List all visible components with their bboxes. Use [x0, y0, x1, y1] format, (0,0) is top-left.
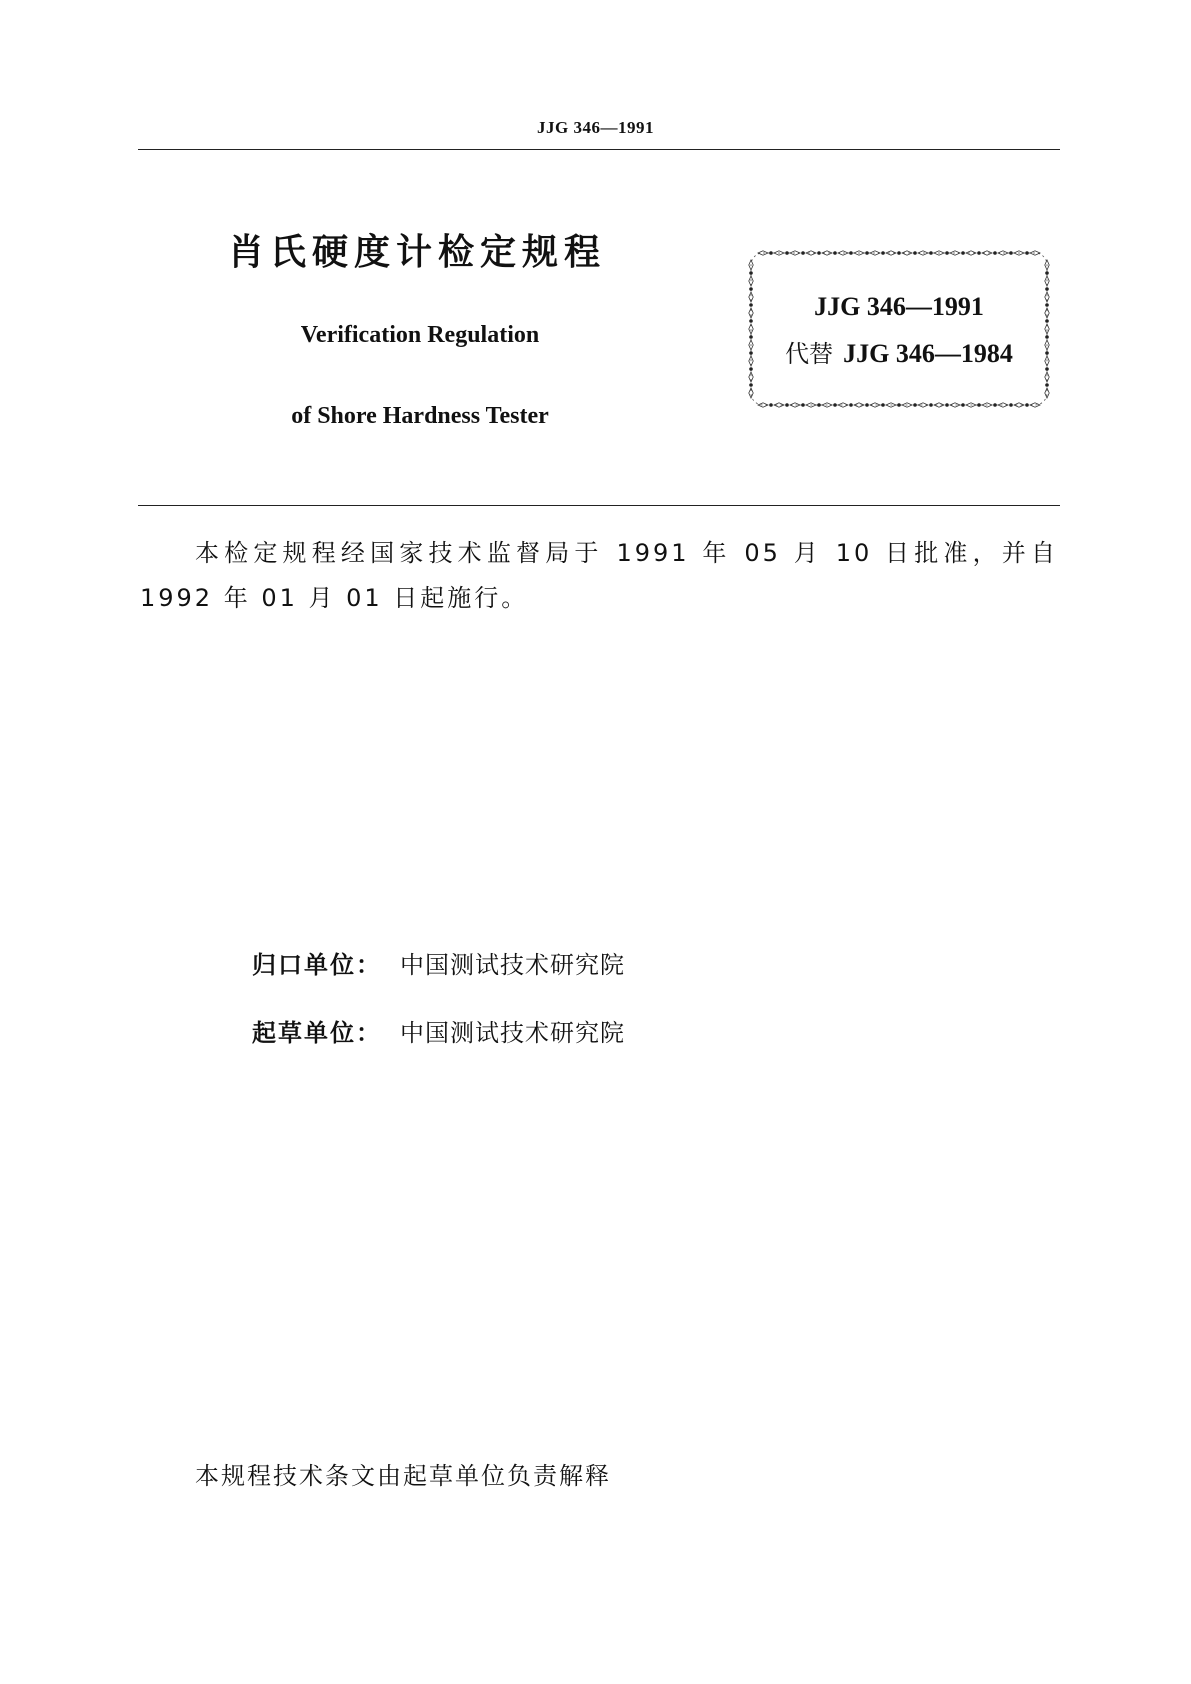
title-chinese: 肖氏硬度计检定规程 [228, 232, 607, 273]
decorative-border [746, 248, 1052, 410]
unit-label: 起草单位： [252, 1019, 382, 1047]
approval-statement: 本检定规程经国家技术监督局于 1991 年 05 月 10 日批准，并自 1992 年 01 月 01 日起施行。 [140, 539, 1058, 612]
unit-value: 中国测试技术研究院 [400, 1019, 625, 1047]
unit-value: 中国测试技术研究院 [400, 951, 625, 979]
header-divider [138, 149, 1060, 150]
section-divider [138, 505, 1060, 506]
replaced-code: JJG 346—1984 [843, 339, 1013, 368]
replaces-line [746, 334, 1052, 369]
unit-row-drafting [252, 1013, 625, 1048]
standard-code-box [746, 248, 1052, 410]
running-header-code: JJG 346—1991 [537, 118, 654, 137]
replaces-prefix: 代替 [785, 340, 834, 368]
unit-label: 归口单位： [252, 951, 382, 979]
unit-row-responsible [252, 945, 625, 980]
standard-code: JJG 346—1991 [814, 292, 984, 321]
title-english-line-1: Verification Regulation [300, 322, 540, 348]
interpretation-note: 本规程技术条文由起草单位负责解释 [195, 1462, 611, 1490]
title-english-line-2: of Shore Hardness Tester [291, 403, 549, 429]
